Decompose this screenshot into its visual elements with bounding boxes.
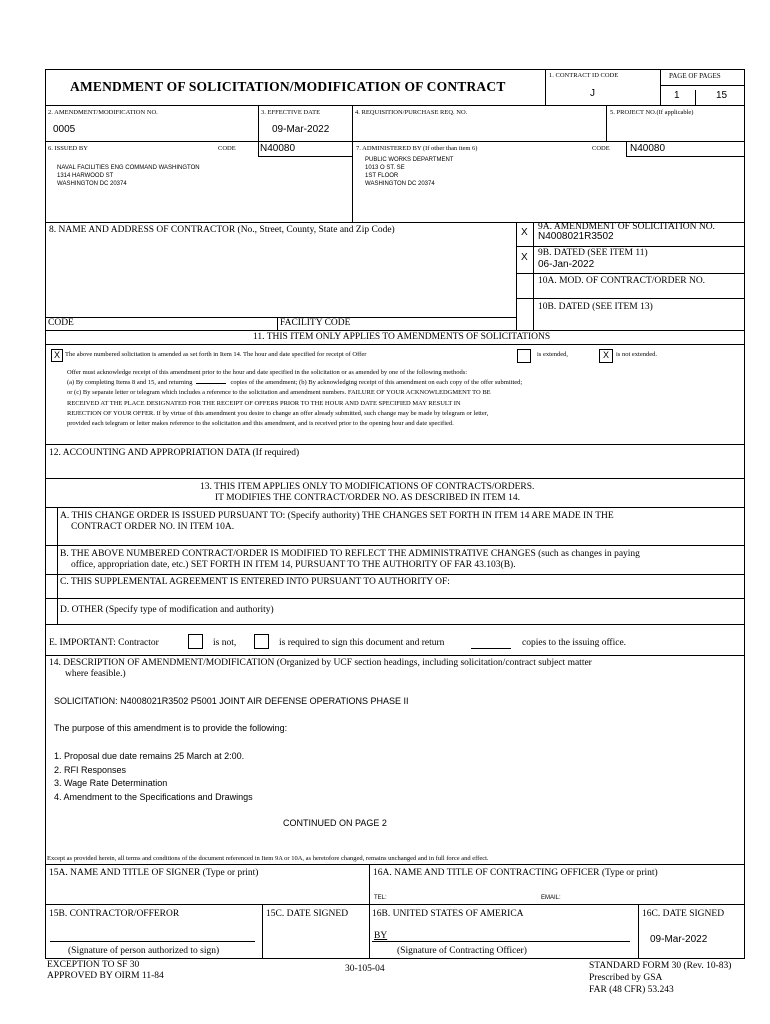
effective-date-label: 3. EFFECTIVE DATE — [261, 109, 321, 116]
signature-person-caption: (Signature of person authorized to sign) — [68, 946, 220, 956]
description-items — [54, 750, 253, 804]
total-pages: 15 — [716, 90, 728, 101]
solicitation-line: SOLICITATION: N4008021R3502 P5001 JOINT AIR DEFENSE OPERATIONS PHASE II — [54, 696, 409, 706]
section-13-line1: 13. THIS ITEM APPLIES ONLY TO MODIFICATIONS OF CONTRACTS/ORDERS. — [200, 482, 535, 492]
officer-name-label: 16A. NAME AND TITLE OF CONTRACTING OFFICER (Type or print) — [373, 868, 658, 878]
amendment-no-value: 0005 — [53, 124, 76, 135]
list-item: 2. RFI Responses — [54, 764, 127, 775]
mod-dated-label: 10B. DATED (SEE ITEM 13) — [538, 302, 653, 312]
amendment-checkbox-mark[interactable]: X — [521, 227, 528, 238]
copies-label: copies to the issuing office. — [522, 638, 627, 648]
project-no-label: 5. PROJECT NO.(If applicable) — [610, 109, 694, 116]
section-13a: A. THIS CHANGE ORDER IS ISSUED PURSUANT TO: (Specify authority) THE CHANGES SET FORTH IN ITEM 14 ARE MADE IN THE CONTRACT ORDER NO. IN ITEM 10A. — [60, 511, 614, 532]
copies-blank[interactable] — [196, 383, 226, 384]
administered-by-address: PUBLIC WORKS DEPARTMENT 1013 O ST. SE 1ST FLOOR WASHINGTON DC 20374 — [365, 157, 454, 187]
issued-by-code-label: CODE — [218, 145, 236, 152]
page-of-pages-label: PAGE OF PAGES — [669, 72, 721, 80]
email-label: EMAIL: — [541, 895, 561, 901]
mod-contract-label: 10A. MOD. OF CONTRACT/ORDER NO. — [538, 276, 706, 286]
administered-by-code: N40080 — [630, 143, 666, 154]
dated-checkbox-mark[interactable]: X — [521, 252, 528, 263]
solicitation-amended-checkbox[interactable]: X — [51, 349, 63, 362]
description-label: 14. DESCRIPTION OF AMENDMENT/MODIFICATION (Organized by UCF section headings, including solicitation/contract subject matter where feasible.) — [49, 658, 592, 679]
is-required-label: is required to sign this document and return — [279, 638, 445, 648]
list-item: 1. Proposal due date remains 25 March at 2:00. — [54, 751, 245, 761]
requisition-label: 4. REQUISITION/PURCHASE REQ. NO. — [355, 109, 468, 116]
amendment-no-label: 2. AMENDMENT/MODIFICATION NO. — [48, 109, 158, 116]
important-label: E. IMPORTANT: Contractor — [49, 638, 159, 648]
tel-label: TEL: — [374, 895, 387, 901]
facility-code-label: FACILITY CODE — [280, 318, 351, 328]
contract-id-label: 1. CONTRACT ID CODE — [549, 72, 619, 79]
footer-center: 30-105-04 — [345, 964, 385, 974]
effective-date-value: 09-Mar-2022 — [272, 124, 330, 135]
section-11-heading: 11. THIS ITEM ONLY APPLIES TO AMENDMENTS OF SOLICITATIONS — [253, 332, 551, 342]
contractor-code-label: CODE — [48, 318, 74, 328]
officer-date-value: 09-Mar-2022 — [650, 934, 708, 945]
section-11-paragraph: Offer must acknowledge receipt of this amendment prior to the hour and date specified in the solicitation or as amended by one of the following methods: (a) By completing Items 8 and 15, and returning copies of the amendment; (b) By acknowledging receipt of this amendment on each copy of the offer submitted; or (c) By separate letter or telegram which includes a reference to the solicitation and amendment numbers. FAILURE OF YOUR ACKNOWLEDGMENT TO BE RECEIVED AT THE PLACE DESIGNATED FOR THE RECEIPT OF OFFERS PRIOR TO THE HOUR AND DATE SPECIFIED MAY RESULT IN REJECTION OF YOUR OFFER. If by virtue of this amendment you desire to change an offer already submitted, such change may be made by telegram or letter, provided each telegram or letter makes reference to the solicitation and this amendment, and is received prior to the opening hour and date specified. — [67, 369, 523, 428]
section-13b: B. THE ABOVE NUMBERED CONTRACT/ORDER IS MODIFIED TO REFLECT THE ADMINISTRATIVE CHANGES (such as changes in paying office, appropriation date, etc.) SET FORTH IN ITEM 14, PURSUANT TO THE AUTHORITY OF FAR 43.103(B). — [60, 549, 640, 570]
united-states-label: 16B. UNITED STATES OF AMERICA — [372, 909, 524, 919]
list-item: 3. Wage Rate Determination — [54, 778, 168, 788]
solicitation-no-label: 9A. AMENDMENT OF SOLICITATION NO. — [538, 222, 715, 232]
section-11-line1: The above numbered solicitation is amended as set forth in Item 14. The hour and date specified for receipt of Offer — [65, 351, 367, 358]
copies-return-blank[interactable] — [471, 648, 511, 649]
contractor-signature-line[interactable] — [50, 941, 255, 942]
list-item: 4. Amendment to the Specifications and Drawings — [54, 791, 253, 802]
footer-left: EXCEPTION TO SF 30 APPROVED BY OIRM 11-84 — [47, 960, 164, 981]
issued-by-code: N40080 — [260, 143, 296, 154]
section-13c: C. THIS SUPPLEMENTAL AGREEMENT IS ENTERED INTO PURSUANT TO AUTHORITY OF: — [60, 577, 450, 587]
form-title: AMENDMENT OF SOLICITATION/MODIFICATION OF CONTRACT — [70, 79, 506, 94]
issued-by-label: 6. ISSUED BY — [48, 145, 88, 152]
officer-date-label: 16C. DATE SIGNED — [642, 909, 725, 919]
officer-signature-line[interactable] — [372, 941, 630, 942]
signature-officer-caption: (Signature of Contracting Officer) — [397, 946, 527, 956]
section-13d: D. OTHER (Specify type of modification and authority) — [60, 605, 274, 615]
extended-label: is extended, — [537, 351, 569, 358]
administered-by-code-label: CODE — [592, 145, 610, 152]
contractor-date-label: 15C. DATE SIGNED — [266, 909, 349, 919]
except-text: Except as provided herein, all terms and conditions of the document referenced in Item 9A or 10A, as heretofore changed, remains unchanged and in full force and effect. — [47, 855, 489, 862]
contractor-name-label: 8. NAME AND ADDRESS OF CONTRACTOR (No., Street, County, State and Zip Code) — [49, 225, 395, 235]
extended-checkbox[interactable] — [517, 349, 531, 363]
footer-right: STANDARD FORM 30 (Rev. 10-83) Prescribed by GSA FAR (48 CFR) 53.243 — [589, 961, 732, 995]
continued-note: CONTINUED ON PAGE 2 — [283, 818, 387, 828]
purpose-line: The purpose of this amendment is to provide the following: — [54, 723, 288, 733]
by-label: BY — [374, 931, 388, 941]
contract-id-value: J — [590, 88, 595, 99]
signer-name-label: 15A. NAME AND TITLE OF SIGNER (Type or print) — [49, 868, 259, 878]
administered-by-label: 7. ADMINISTERED BY (If other than item 6) — [356, 145, 478, 152]
issued-by-address: NAVAL FACILITIES ENG COMMAND WASHINGTON 1314 HARWOOD ST WASHINGTON DC 20374 — [57, 165, 200, 187]
dated-value: 06-Jan-2022 — [538, 259, 595, 270]
not-extended-checkbox[interactable]: X — [599, 349, 613, 363]
is-not-label: is not, — [213, 638, 237, 648]
not-extended-label: is not extended. — [616, 351, 657, 358]
dated-label: 9B. DATED (SEE ITEM 11) — [538, 248, 648, 258]
section-13-line2: IT MODIFIES THE CONTRACT/ORDER NO. AS DESCRIBED IN ITEM 14. — [215, 493, 520, 503]
contractor-offeror-label: 15B. CONTRACTOR/OFFEROR — [49, 909, 180, 919]
is-not-checkbox[interactable] — [188, 634, 203, 649]
solicitation-no-value: N4008021R3502 — [538, 231, 614, 242]
page-number: 1 — [674, 90, 680, 101]
accounting-label: 12. ACCOUNTING AND APPROPRIATION DATA (If required) — [49, 448, 300, 458]
is-required-checkbox[interactable] — [254, 634, 269, 649]
